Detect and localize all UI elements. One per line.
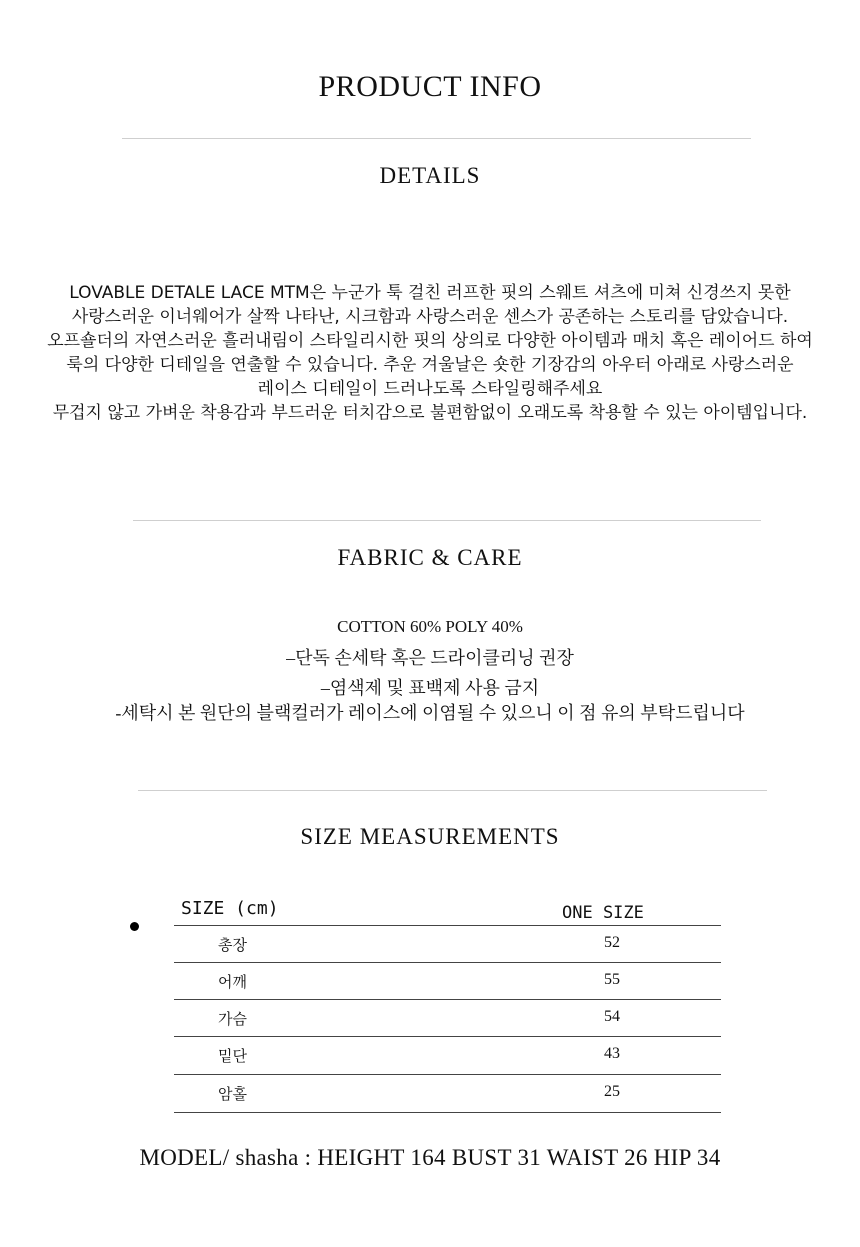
table-row — [174, 925, 721, 963]
care-instruction: –단독 손세탁 혹은 드라이클리닝 권장 — [286, 648, 574, 668]
measurement-value: 54 — [604, 1008, 620, 1025]
measurement-value: 55 — [604, 971, 620, 988]
size-table-header-label: SIZE (cm) — [181, 898, 279, 919]
measurement-label: 가슴 — [218, 1010, 247, 1028]
care-instruction: -세탁시 본 원단의 블랙컬러가 레이스에 이염될 수 있으니 이 점 유의 부탁드립니다 — [115, 703, 745, 723]
details-line: 오프숄더의 자연스러운 흘러내림이 스타일리시한 핏의 상의로 다양한 아이템과 매치 혹은 레이어드 하여 — [47, 331, 813, 351]
details-line: 사랑스러운 이너웨어가 살짝 나타난, 시크함과 사랑스러운 센스가 공존하는 스토리를 담았습니다. — [71, 307, 789, 327]
details-line: 레이스 디테일이 드러나도록 스타일링해주세요 — [257, 379, 603, 399]
table-row — [174, 999, 721, 1037]
divider — [122, 138, 751, 139]
measurement-value: 43 — [604, 1045, 620, 1062]
model-info: MODEL/ shasha : HEIGHT 164 BUST 31 WAIST 26 HIP 34 — [139, 1145, 721, 1170]
page-title: PRODUCT INFO — [318, 70, 542, 103]
measurement-label: 총장 — [218, 936, 247, 954]
divider — [138, 790, 767, 791]
measurement-label: 밑단 — [218, 1047, 247, 1065]
fabric-composition: COTTON 60% POLY 40% — [337, 617, 523, 636]
details-description — [0, 281, 860, 425]
divider — [133, 520, 761, 521]
measurement-value: 52 — [604, 934, 620, 951]
size-heading: SIZE MEASUREMENTS — [300, 824, 560, 849]
details-line: 룩의 다양한 디테일을 연출할 수 있습니다. 추운 겨울날은 숏한 기장감의 아우터 아래로 사랑스러운 — [66, 355, 794, 375]
details-heading: DETAILS — [379, 163, 481, 188]
details-line: LOVABLE DETALE LACE MTM은 누군가 툭 걸친 러프한 핏의 스웨트 셔츠에 미쳐 신경쓰지 못한 — [69, 283, 791, 303]
bullet-dot — [130, 922, 139, 931]
care-instruction: –염색제 및 표백제 사용 금지 — [320, 678, 540, 698]
table-row — [174, 1036, 721, 1074]
fabric-care-heading: FABRIC & CARE — [337, 545, 523, 570]
table-row — [174, 1074, 721, 1112]
size-table-header-column: ONE SIZE — [562, 903, 644, 923]
measurement-label: 암홀 — [218, 1085, 247, 1103]
measurement-value: 25 — [604, 1083, 620, 1100]
measurement-label: 어깨 — [218, 973, 247, 991]
table-bottom-border — [174, 1112, 721, 1113]
table-row — [174, 962, 721, 1000]
details-line: 무겁지 않고 가벼운 착용감과 부드러운 터치감으로 불편함없이 오래도록 착용할 수 있는 아이템입니다. — [52, 403, 808, 423]
